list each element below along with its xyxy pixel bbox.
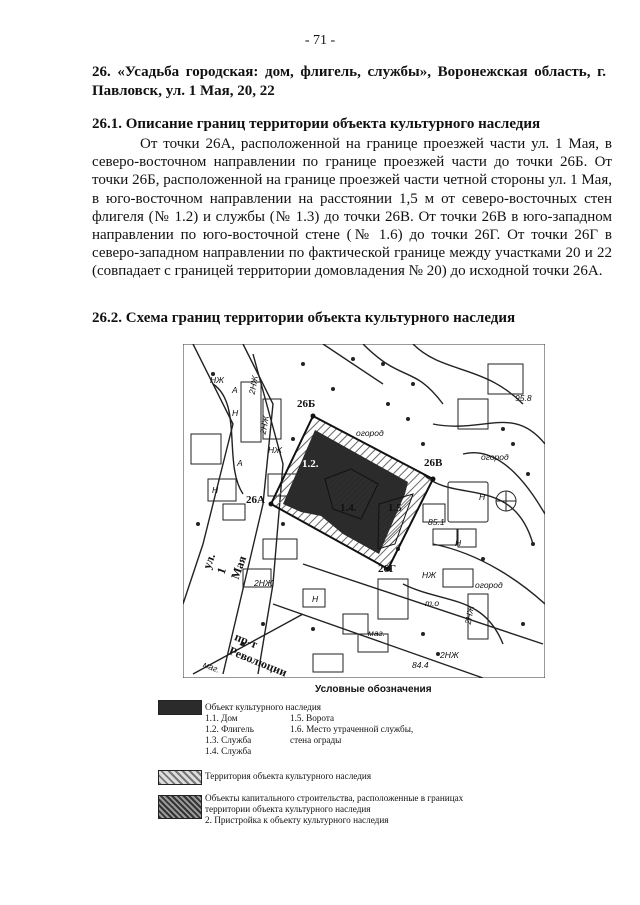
map-label: Н xyxy=(455,538,462,548)
map-label: Н xyxy=(312,594,319,604)
map-label: 95.8 xyxy=(515,393,532,403)
section-heading-boundaries-scheme: 26.2. Схема границ территории объекта культурного наследия xyxy=(92,310,516,326)
boundaries-description-text: От точки 26А, расположенной на границе проезжей части ул. 1 Мая, в северо-восточном направлении по границе проезжей части до точки 26Б. От точки 26Б, расположенной на границе проезжей части четной стороны ул. 1 Мая, в юго-восточном направлении на расстоянии 1,5 м от северо-восточных стен флигеля (№ 1.2) и службы (№ 1.3) до точки 26В. От точки 26В в юго-западном направлении по юго-восточной стене (№ 1.6) до точки 26Г. От точки 26Г в северо-западном направлении по фактической границе между участками 20 и 22 (совпадает с границей территории домовладения № 20) до исходной точки 26А. xyxy=(92,136,612,280)
legend-item-service-2: 1.4. Служба xyxy=(205,746,252,756)
map-label: Н xyxy=(212,485,219,495)
legend-item-house: 1.1. Дом xyxy=(205,713,238,723)
map-label: 85.1 xyxy=(428,517,445,527)
map-point-26b: 26Б xyxy=(297,398,316,410)
map-label: 84.4 xyxy=(412,660,429,670)
map-label: А xyxy=(232,385,238,395)
legend-heritage-object: Объект культурного наследия xyxy=(205,702,321,712)
map-label: 2НЖ xyxy=(254,578,273,588)
legend-title: Условные обозначения xyxy=(315,684,432,695)
map-label: огород xyxy=(475,580,503,590)
map-point-26g: 26Г xyxy=(378,563,396,575)
map-label: Н xyxy=(232,408,239,418)
map-label: НЖ xyxy=(210,375,224,385)
legend-swatch-heritage-object xyxy=(158,700,202,715)
map-label: Н xyxy=(479,492,486,502)
legend-capital-objects-2: территории объекта культурного наследия xyxy=(205,804,371,814)
map-object-1-2: 1.2. xyxy=(302,458,319,470)
legend-item-lost-service: 1.6. Место утраченной службы, xyxy=(290,724,414,734)
legend-swatch-capital-objects xyxy=(158,795,202,819)
document-title: 26. «Усадьба городская: дом, флигель, службы», Воронежская область, г. Павловск, ул. 1 Мая, 20, 22 xyxy=(92,64,606,99)
map-object-1-4: 1.4. xyxy=(340,502,357,514)
map-street-revolution: пр-т Революции xyxy=(226,629,290,680)
legend-extension: 2. Пристройка к объекту культурного наследия xyxy=(205,815,389,825)
map-label: А xyxy=(237,458,243,468)
legend-item-annex: 1.2. Флигель xyxy=(205,724,254,734)
map-label: огород xyxy=(356,428,384,438)
map-label: 2НЖ xyxy=(440,650,459,660)
map-label: маг. xyxy=(201,659,222,675)
map-label: 2НЖ xyxy=(246,374,260,396)
map-point-26a: 26А xyxy=(246,494,265,506)
map-point-26v: 26В xyxy=(424,457,443,469)
map-label: маг. xyxy=(368,628,386,638)
map-object-1-5: 1.5 xyxy=(388,502,402,514)
section-heading-boundaries-description: 26.1. Описание границ территории объекта культурного наследия xyxy=(92,116,541,132)
legend-item-fence: стена ограды xyxy=(290,735,342,745)
legend-territory: Территория объекта культурного наследия xyxy=(205,771,372,781)
legend-item-service-1: 1.3. Служба xyxy=(205,735,252,745)
map-label: т.о xyxy=(425,598,440,608)
map-label: 2НЖ xyxy=(462,604,476,626)
map-label: 2НЖ xyxy=(257,414,271,436)
page-number: - 71 - xyxy=(304,33,336,48)
map-label: НЖ xyxy=(422,570,436,580)
legend-item-gate: 1.5. Ворота xyxy=(290,713,335,723)
map-label: НЖ xyxy=(268,445,282,455)
legend-swatch-territory xyxy=(158,770,202,785)
legend xyxy=(158,700,558,840)
legend-capital-objects: Объекты капитального строительства, расположенные в границах xyxy=(205,793,464,803)
map-label: огород xyxy=(481,452,509,462)
map-street-may: ул. 1 Мая xyxy=(199,551,250,582)
